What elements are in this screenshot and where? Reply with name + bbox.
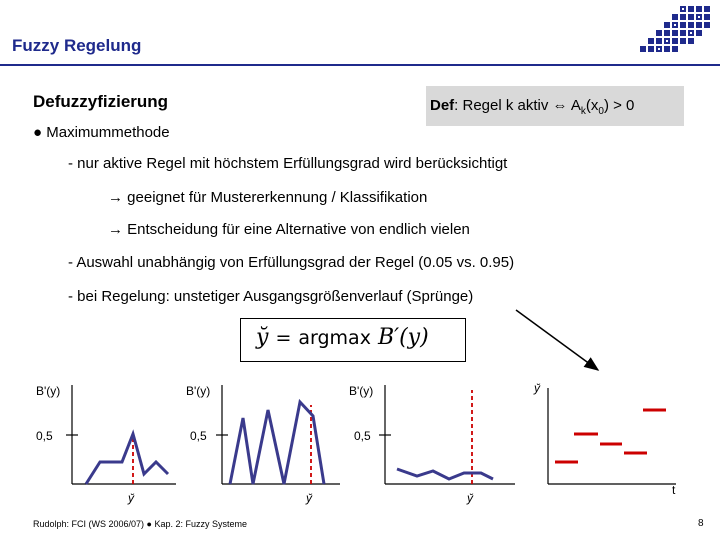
slide-header-title: Fuzzy Regelung (12, 36, 142, 55)
chart-1-series-line (86, 434, 168, 484)
definition-prefix: Def (430, 97, 455, 114)
chart-3-ylabel: B'(y) (349, 384, 374, 398)
chart-4-ylabel: y̆ (534, 381, 540, 395)
pointer-arrow (516, 310, 598, 370)
chart-1 (36, 384, 176, 505)
formula-equals: = (275, 327, 292, 349)
chart-3-level-label: 0,5 (354, 429, 371, 443)
bullet-decision: → Entscheidung für eine Alternative von endlich vielen (108, 221, 470, 238)
bullet-active-rule: - nur aktive Regel mit höchstem Erfüllungsgrad wird berücksichtigt (68, 155, 508, 172)
definition-sub-k: k (580, 106, 586, 117)
chart-1-xmarker: y̆ (128, 491, 134, 505)
formula-lhs: y̆ (256, 325, 269, 350)
bullet-maximummethode: ● Maximummethode (33, 124, 170, 141)
definition-tail: ) > 0 (603, 97, 635, 114)
chart-1-level-label: 0,5 (36, 429, 53, 443)
formula-argmax: argmax (298, 327, 371, 349)
definition-arg: (x (585, 97, 599, 114)
chart-2-series-line (230, 402, 324, 484)
chart-3 (349, 384, 515, 505)
chart-4 (533, 381, 676, 497)
definition-sub-0: 0 (598, 106, 604, 117)
chart-1-ylabel: B'(y) (36, 384, 61, 398)
section-title: Defuzzyfizierung (33, 92, 169, 111)
chart-2-level-label: 0,5 (190, 429, 207, 443)
definition-body: : Regel k aktiv ⇔ A (454, 97, 581, 114)
chart-2-xmarker: y̆ (306, 491, 312, 505)
chart-2 (186, 384, 340, 505)
chart-3-series-line (397, 469, 493, 479)
bullet-selection: - Auswahl unabhängig von Erfüllungsgrad der Regel (0.05 vs. 0.95) (68, 254, 515, 271)
chart-2-ylabel: B'(y) (186, 384, 211, 398)
bullet-pattern-recognition: → geeignet für Mustererkennung / Klassifikation (108, 189, 428, 206)
chart-3-xmarker: y̆ (467, 491, 473, 505)
footer-text: Rudolph: FCI (WS 2006/07) ● Kap. 2: Fuzzy Systeme (33, 519, 248, 529)
chart-4-xlabel: t (672, 483, 676, 497)
page-number: 8 (698, 518, 704, 529)
bullet-control: - bei Regelung: unstetiger Ausgangsgrößenverlauf (Sprünge) (68, 288, 474, 305)
formula-rhs: B′(y) (377, 325, 429, 350)
